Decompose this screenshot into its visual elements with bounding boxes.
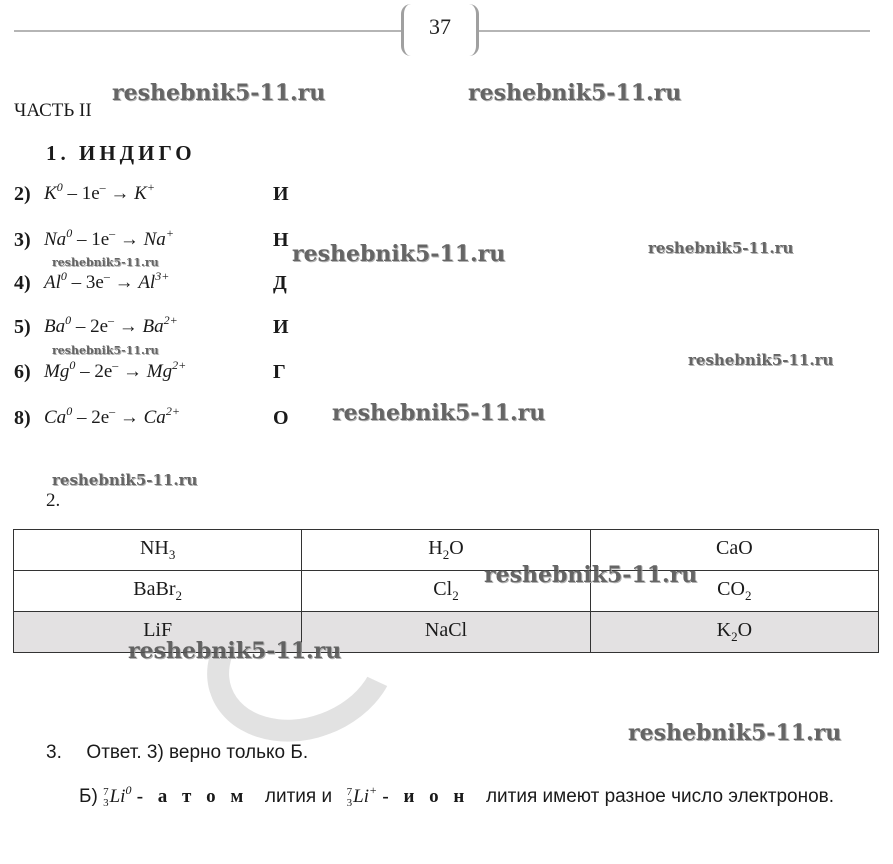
table-cell (14, 571, 302, 612)
section3-answer: Ответ. 3) верно только Б. (86, 742, 309, 763)
arrow-icon: → (114, 316, 143, 337)
ion-word: - и о н (382, 786, 470, 807)
equation-number: 6) (14, 361, 31, 383)
eq-lhs-charge: 0 (66, 226, 73, 240)
lithium-and: лития и (264, 786, 333, 807)
eq-lhs: Al (44, 272, 61, 293)
formula-main: BaBr (133, 578, 176, 600)
answer-letter: И (273, 183, 289, 205)
watermark: reshebnik5-11.ru (112, 80, 326, 106)
table-row (14, 530, 879, 571)
table-row (14, 571, 879, 612)
arrow-icon: → (105, 183, 135, 204)
eq-lhs-charge: 0 (65, 313, 72, 327)
equation (44, 269, 170, 294)
section3-label: 3. (46, 742, 62, 763)
eq-rhs-charge: 2+ (165, 404, 180, 418)
eq-lhs-charge: 0 (60, 269, 67, 283)
equation-number: 3) (14, 229, 31, 251)
formula-main: K (716, 619, 732, 641)
table-cell (14, 530, 302, 571)
formula-tail: O (449, 537, 464, 559)
eq-electron-charge: – (109, 404, 116, 418)
eq-minus: – 3e (66, 272, 104, 293)
lithium-atom-symbol (103, 783, 132, 809)
watermark: reshebnik5-11.ru (292, 241, 506, 267)
iso2-number: 3 (346, 796, 353, 809)
formula-subscript: 2 (175, 588, 183, 603)
iso2-symbol: Li (353, 786, 370, 807)
watermark: reshebnik5-11.ru (332, 400, 546, 426)
answer-letter: О (273, 407, 289, 429)
eq-rhs: K (134, 183, 147, 204)
iso1-symbol: Li (109, 786, 126, 807)
equation (44, 358, 187, 383)
eq-rhs-charge: 3+ (155, 269, 170, 283)
formula-subscript: 2 (744, 588, 752, 603)
eq-lhs-charge: 0 (69, 358, 76, 372)
answer-letter: Г (273, 361, 286, 383)
equation-number: 8) (14, 407, 31, 429)
equation-number: 4) (14, 272, 31, 294)
formula-subscript: 3 (168, 547, 176, 562)
formula-subscript: 2 (442, 547, 450, 562)
eq-lhs: Mg (44, 361, 70, 382)
watermark: reshebnik5-11.ru (52, 256, 159, 269)
watermark: reshebnik5-11.ru (468, 80, 682, 106)
arrow-icon: → (115, 229, 144, 250)
answer-letter: Н (273, 229, 289, 251)
watermark: reshebnik5-11.ru (648, 239, 794, 257)
watermark: reshebnik5-11.ru (52, 471, 198, 489)
equation-number: 2) (14, 183, 31, 205)
formula-main: CaO (715, 537, 753, 559)
eq-minus: – 2e (72, 407, 110, 428)
eq-rhs: Ca (143, 407, 166, 428)
section3-b-line (79, 783, 835, 809)
equation (44, 226, 174, 251)
eq-rhs: Al (138, 272, 156, 293)
watermark: reshebnik5-11.ru (628, 720, 842, 746)
arrow-icon: → (115, 407, 144, 428)
eq-electron-charge: – (103, 269, 110, 283)
equation-number: 5) (14, 316, 31, 338)
eq-lhs-charge: 0 (56, 180, 63, 194)
formula-main: LiF (143, 619, 173, 641)
formula-main: Cl (433, 578, 453, 600)
section2-label: 2. (46, 490, 61, 511)
page-number: 37 (429, 14, 451, 39)
eq-rhs: Mg (146, 361, 173, 382)
eq-minus: – 1e (62, 183, 100, 204)
watermark: reshebnik5-11.ru (128, 638, 342, 664)
b-tail: лития имеют разное число электронов. (485, 786, 835, 807)
watermark: reshebnik5-11.ru (484, 562, 698, 588)
answer-letter: Д (273, 272, 287, 294)
eq-lhs-charge: 0 (66, 404, 73, 418)
eq-rhs: Na (143, 229, 166, 250)
watermark: reshebnik5-11.ru (52, 344, 159, 357)
formula-main: NaCl (424, 619, 468, 641)
eq-lhs: Ca (44, 407, 67, 428)
section1-title: 1. ИНДИГО (46, 141, 196, 165)
eq-rhs-charge: + (146, 180, 155, 194)
eq-electron-charge: – (112, 358, 119, 372)
header-rule-left (14, 30, 402, 32)
lithium-ion-symbol (346, 783, 378, 809)
eq-minus: – 1e (72, 229, 110, 250)
formula-main: CO (717, 578, 745, 600)
iso1-mass: 7 (103, 785, 109, 798)
compounds-table (13, 529, 879, 653)
header-rule-right (478, 30, 870, 32)
section3-line (46, 742, 308, 764)
eq-rhs: Ba (142, 316, 164, 337)
eq-rhs-charge: 2+ (163, 313, 178, 327)
eq-lhs: Na (44, 229, 67, 250)
eq-electron-charge: – (109, 226, 116, 240)
eq-lhs: Ba (44, 316, 66, 337)
answer-letter: И (273, 316, 289, 338)
eq-electron-charge: – (108, 313, 115, 327)
eq-minus: – 2e (71, 316, 109, 337)
iso1-charge: 0 (125, 783, 132, 797)
watermark: reshebnik5-11.ru (688, 351, 834, 369)
equation (44, 404, 180, 429)
atom-word: - а т о м (136, 786, 249, 807)
iso2-charge: + (369, 783, 378, 797)
formula-tail: O (737, 619, 753, 641)
eq-rhs-charge: 2+ (172, 358, 187, 372)
part-title: ЧАСТЬ II (14, 100, 92, 121)
table-cell (302, 612, 590, 653)
arrow-icon: → (109, 272, 139, 293)
equation (44, 180, 155, 205)
eq-minus: – 2e (75, 361, 113, 382)
iso1-number: 3 (103, 796, 109, 809)
formula-subscript: 2 (731, 629, 738, 644)
iso2-mass: 7 (346, 785, 353, 798)
b-prefix: Б) (79, 786, 98, 807)
eq-electron-charge: – (99, 180, 106, 194)
eq-rhs-charge: + (165, 226, 174, 240)
equation (44, 313, 178, 338)
formula-subscript: 2 (452, 588, 459, 603)
table-cell (590, 612, 878, 653)
formula-main: H (428, 537, 443, 559)
arrow-icon: → (118, 361, 147, 382)
formula-main: NH (139, 537, 169, 559)
eq-lhs: K (44, 183, 57, 204)
